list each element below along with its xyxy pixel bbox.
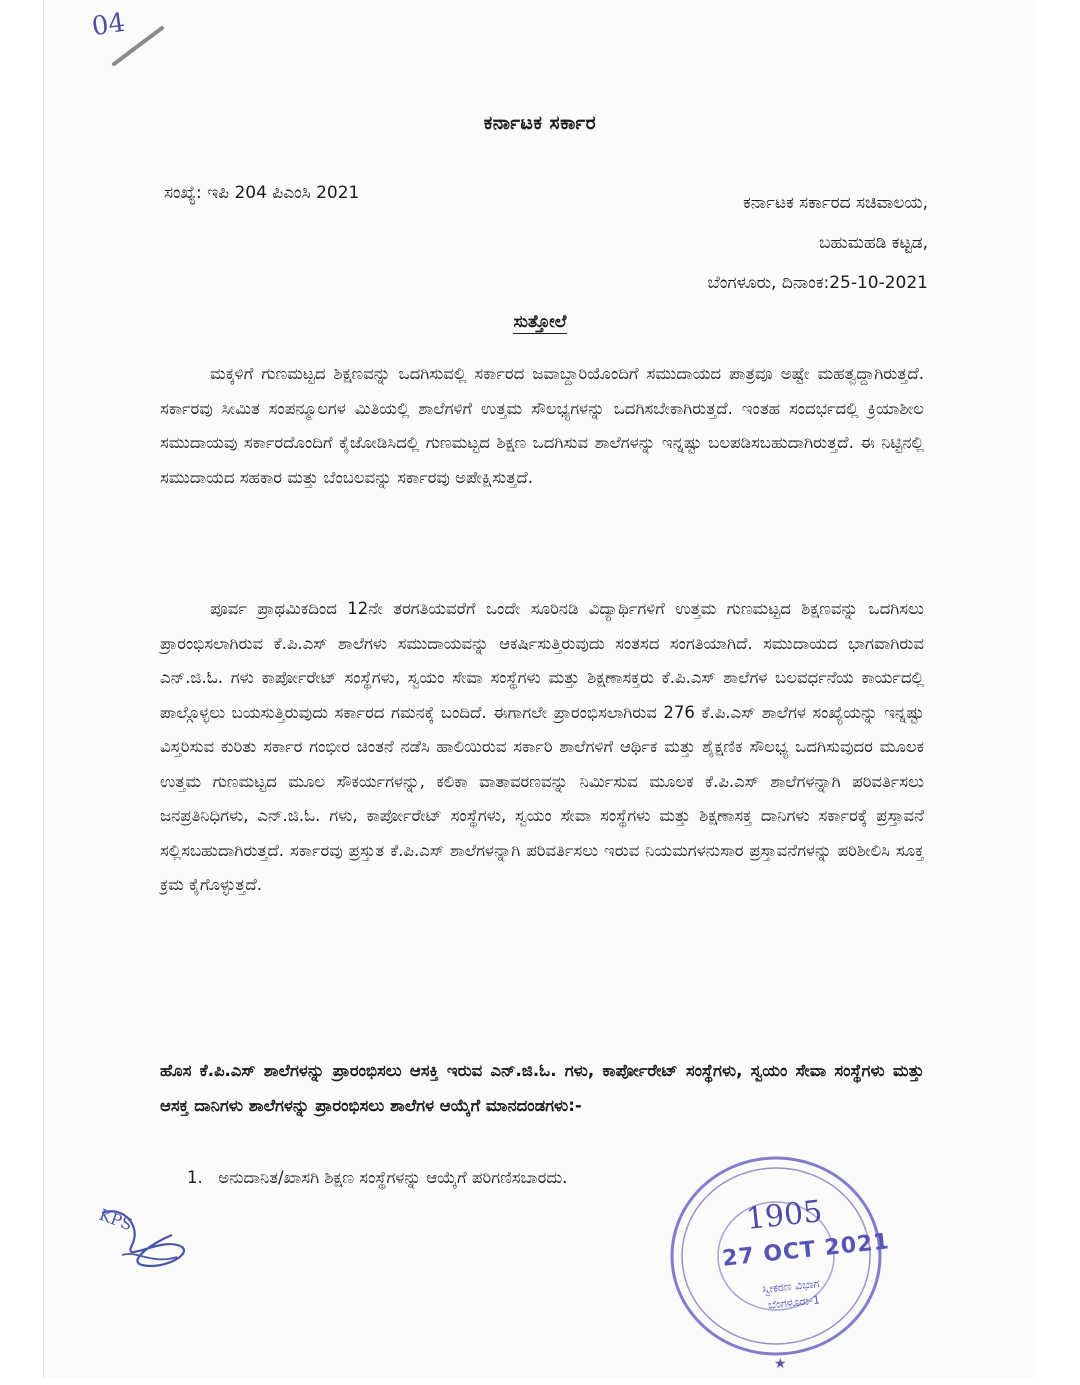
address-line-office: ಕರ್ನಾಟಕ ಸರ್ಕಾರದ ಸಚಿವಾಲಯ, bbox=[743, 193, 928, 213]
handwritten-page-number: 04 bbox=[90, 7, 128, 43]
handwritten-signature bbox=[92, 1195, 202, 1289]
reference-number: ಸಂಖ್ಯೆ: ಇಪಿ 204 ಪಿಎಂಸಿ 2021 bbox=[164, 183, 360, 203]
signature-scribble bbox=[92, 1195, 202, 1285]
circular-heading bbox=[0, 312, 1080, 332]
inward-stamp bbox=[664, 1150, 894, 1384]
criteria-item-text: ಅನುದಾನಿತ/ಖಾಸಗಿ ಶಿಕ್ಷಣ ಸಂಸ್ಥೆಗಳನ್ನು ಆಯ್ಕೆಗೆ ಪರಿಗಣಿಸಬಾರದು. bbox=[218, 1168, 568, 1187]
criteria-item-number: 1. bbox=[187, 1168, 203, 1187]
handwritten-slash-mark bbox=[110, 22, 170, 72]
signature-initials: KPS bbox=[96, 1204, 135, 1235]
circular-heading-text: ಸುತ್ತೋಲೆ bbox=[513, 312, 567, 332]
star-icon: ★ bbox=[774, 1356, 787, 1372]
stamp-date: 27 OCT 2021 bbox=[721, 1229, 891, 1272]
sender-address bbox=[708, 183, 928, 303]
stamp-city-label: ಬೆಂಗಳೂರು-1 bbox=[767, 1293, 821, 1312]
address-line-date: ಬೆಂಗಳೂರು, ದಿನಾಂಕ:25-10-2021 bbox=[707, 273, 928, 293]
stamp-inward-number: 1905 bbox=[744, 1194, 824, 1237]
paragraph-selection-criteria: ಹೊಸ ಕೆ.ಪಿ.ಎಸ್ ಶಾಲೆಗಳನ್ನು ಪ್ರಾರಂಭಿಸಲು ಆಸಕ್ತಿ ಇರುವ ಎನ್.ಜಿ.ಓ. ಗಳು, ಕಾರ್ಪೋರೇಟ್ ಸಂಸ್ಥೆಗಳು, ಸ್ವಯಂ ಸೇವಾ ಸಂಸ್ಥೆಗಳು ಮತ್ತು ಆಸಕ್ತ ದಾನಿಗಳು ಶಾಲೆಗಳನ್ನು ಪ್ರಾರಂಭಿಸಲು ಶಾಲೆಗಳ ಆಯ್ಕೆಗೆ ಮಾನದಂಡಗಳು:- bbox=[160, 1061, 924, 1115]
paragraph-kps-schools: ಪೂರ್ವ ಪ್ರಾಥಮಿಕದಿಂದ 12ನೇ ತರಗತಿಯವರೆಗೆ ಒಂದೇ ಸೂರಿನಡಿ ವಿದ್ಯಾರ್ಥಿಗಳಿಗೆ ಉತ್ತಮ ಗುಣಮಟ್ಟದ ಶಿಕ್ಷಣವನ್ನು ಒದಗಿಸಲು ಪ್ರಾರಂಭಿಸಲಾಗಿರುವ ಕೆ.ಪಿ.ಎಸ್ ಶಾಲೆಗಳು ಸಮುದಾಯವನ್ನು ಆಕರ್ಷಿಸುತ್ತಿರುವುದು ಸಂತಸದ ಸಂಗತಿಯಾಗಿದೆ. ಸಮುದಾಯದ ಭಾಗವಾಗಿರುವ ಎನ್.ಜಿ.ಓ. ಗಳು ಕಾರ್ಪೋರೇಟ್ ಸಂಸ್ಥೆಗಳು, ಸ್ವಯಂ ಸೇವಾ ಸಂಸ್ಥೆಗಳು ಮತ್ತು ಶಿಕ್ಷಣಾಸಕ್ತರು ಕೆ.ಪಿ.ಎಸ್ ಶಾಲೆಗಳ ಬಲವರ್ಧನೆಯ ಕಾರ್ಯದಲ್ಲಿ ಪಾಲ್ಗೊಳ್ಳಲು ಬಯಸುತ್ತಿರುವುದು ಸರ್ಕಾರದ ಗಮನಕ್ಕೆ ಬಂದಿದೆ. ಈಗಾಗಲೇ ಪ್ರಾರಂಭಿಸಲಾಗಿರುವ 276 ಕೆ.ಪಿ.ಎಸ್ ಶಾಲೆಗಳ ಸಂಖ್ಯೆಯನ್ನು ಇನ್ನಷ್ಟು ವಿಸ್ತರಿಸುವ ಕುರಿತು ಸರ್ಕಾರ ಗಂಭೀರ ಚಿಂತನೆ ನಡೆಸಿ ಹಾಲಿಯಿರುವ ಸರ್ಕಾರಿ ಶಾಲೆಗಳಿಗೆ ಆರ್ಥಿಕ ಮತ್ತು ಶೈಕ್ಷಣಿಕ ಸೌಲಭ್ಯ ಒದಗಿಸುವುದರ ಮೂಲಕ ಉತ್ತಮ ಗುಣಮಟ್ಟದ ಮೂಲ ಸೌಕರ್ಯಗಳನ್ನು, ಕಲಿಕಾ ವಾತಾವರಣವನ್ನು ನಿರ್ಮಿಸುವ ಮೂಲಕ ಕೆ.ಪಿ.ಎಸ್ ಶಾಲೆಗಳನ್ನಾಗಿ ಪರಿವರ್ತಿಸಲು ಜನಪ್ರತಿನಿಧಿಗಳು, ಎನ್.ಜಿ.ಓ. ಗಳು, ಕಾರ್ಪೋರೇಟ್ ಸಂಸ್ಥೆಗಳು, ಸ್ವಯಂ ಸೇವಾ ಸಂಸ್ಥೆಗಳು ಮತ್ತು ಶಿಕ್ಷಣಾಸಕ್ತ ದಾನಿಗಳು ಸರ್ಕಾರಕ್ಕೆ ಪ್ರಸ್ತಾವನೆ ಸಲ್ಲಿಸಬಹುದಾಗಿರುತ್ತದೆ. ಸರ್ಕಾರವು ಪ್ರಸ್ತುತ ಕೆ.ಪಿ.ಎಸ್ ಶಾಲೆಗಳನ್ನಾಗಿ ಪರಿವರ್ತಿಸಲು ಇರುವ ನಿಯಮಗಳನುಸಾರ ಪ್ರಸ್ತಾವನೆಗಳನ್ನು ಪರಿಶೀಲಿಸಿ ಸೂಕ್ತ ಕ್ರಮ ಕೈಗೊಳ್ಳುತ್ತದೆ. bbox=[160, 599, 924, 894]
stamp-section-label: ಸ್ವೀಕರಣ ವಿಭಾಗ bbox=[761, 1277, 820, 1296]
document-title: ಕರ್ನಾಟಕ ಸರ್ಕಾರ bbox=[483, 112, 597, 134]
paragraph-community-role: ಮಕ್ಕಳಿಗೆ ಗುಣಮಟ್ಟದ ಶಿಕ್ಷಣವನ್ನು ಒದಗಿಸುವಲ್ಲಿ ಸರ್ಕಾರದ ಜವಾಬ್ದಾರಿಯೊಂದಿಗೆ ಸಮುದಾಯದ ಪಾತ್ರವೂ ಅಷ್ಟೇ ಮಹತ್ವದ್ದಾಗಿರುತ್ತದೆ. ಸರ್ಕಾರವು ಸೀಮಿತ ಸಂಪನ್ಮೂಲಗಳ ಮಿತಿಯಲ್ಲಿ ಶಾಲೆಗಳಿಗೆ ಉತ್ತಮ ಸೌಲಭ್ಯಗಳನ್ನು ಒದಗಿಸಬೇಕಾಗಿರುತ್ತದೆ. ಇಂತಹ ಸಂದರ್ಭದಲ್ಲಿ ಕ್ರಿಯಾಶೀಲ ಸಮುದಾಯವು ಸರ್ಕಾರದೊಂದಿಗೆ ಕೈಜೋಡಿಸಿದಲ್ಲಿ ಗುಣಮಟ್ಟದ ಶಿಕ್ಷಣ ಒದಗಿಸುವ ಶಾಲೆಗಳನ್ನು ಇನ್ನಷ್ಟು ಬಲಪಡಿಸಬಹುದಾಗಿರುತ್ತದೆ. ಈ ನಿಟ್ಟಿನಲ್ಲಿ ಸಮುದಾಯದ ಸಹಕಾರ ಮತ್ತು ಬೆಂಬಲವನ್ನು ಸರ್ಕಾರವು ಅಪೇಕ್ಷಿಸುತ್ತದೆ. bbox=[160, 364, 924, 487]
address-line-building: ಬಹುಮಹಡಿ ಕಟ್ಟಡ, bbox=[819, 233, 928, 253]
criteria-item bbox=[187, 1168, 568, 1188]
